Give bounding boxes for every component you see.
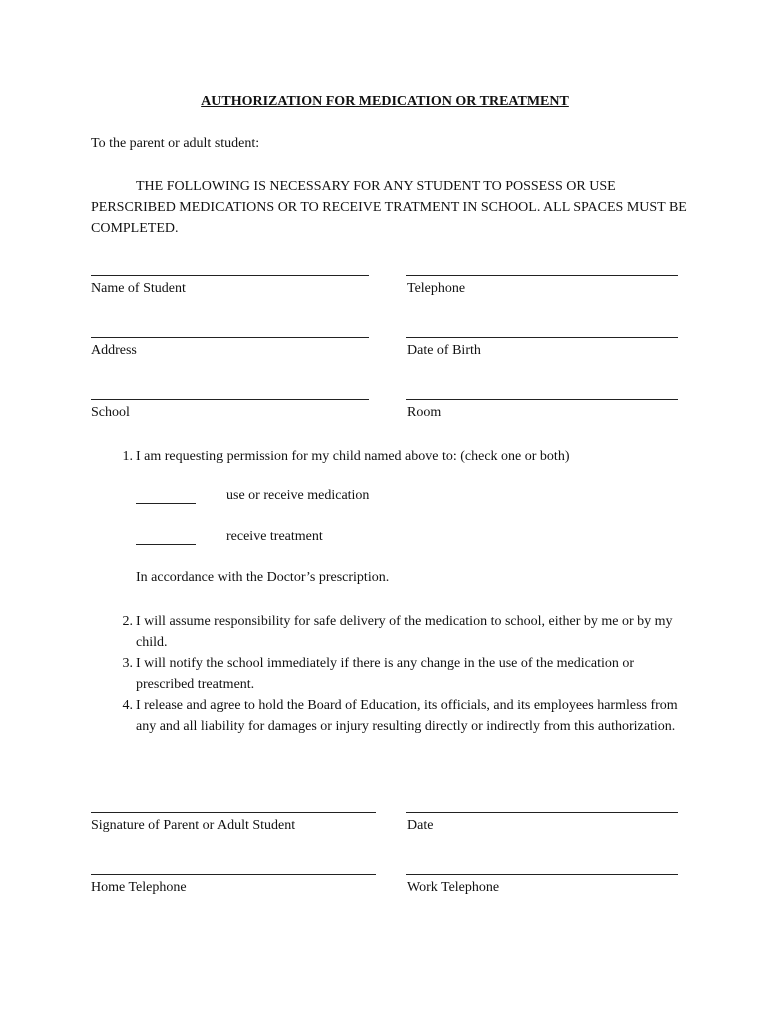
medication-option-label: use or receive medication: [226, 488, 370, 503]
list-item-text: I release and agree to hold the Board of Education, its officials, and its employees harmless from any and all liability for damages or injury resulting directly or indirectly from this authorization.: [136, 698, 678, 734]
home-telephone-label: Home Telephone: [91, 880, 187, 895]
address-line[interactable]: [91, 337, 369, 338]
intro-paragraph: THE FOLLOWING IS NECESSARY FOR ANY STUDENT TO POSSESS OR USE PERSCRIBED MEDICATIONS OR TO RECEIVE TRATMENT IN SCHOOL. ALL SPACES MUST BE COMPLETED.: [91, 179, 687, 236]
list-item-number: 2.: [122, 614, 133, 629]
list-item-text: I will notify the school immediately if there is any change in the use of the medication or prescribed treatment.: [136, 656, 635, 692]
date-of-birth-label: Date of Birth: [407, 343, 481, 358]
date-label: Date: [407, 818, 434, 833]
home-telephone-line[interactable]: [91, 874, 376, 875]
room-line[interactable]: [406, 399, 678, 400]
list-item-text: I am requesting permission for my child named above to: (check one or both): [136, 449, 570, 464]
name-of-student-label: Name of Student: [91, 281, 186, 296]
telephone-line[interactable]: [406, 275, 678, 276]
room-label: Room: [407, 405, 442, 420]
list-item-number: 4.: [122, 698, 133, 713]
treatment-option-label: receive treatment: [226, 529, 323, 544]
date-of-birth-line[interactable]: [406, 337, 678, 338]
school-label: School: [91, 405, 130, 420]
medication-check-blank[interactable]: [136, 503, 196, 504]
work-telephone-label: Work Telephone: [407, 880, 500, 895]
telephone-label: Telephone: [407, 281, 466, 296]
page-title: AUTHORIZATION FOR MEDICATION OR TREATMENT: [201, 94, 569, 109]
address-label: Address: [91, 343, 137, 358]
work-telephone-line[interactable]: [406, 874, 678, 875]
list-item-text: I will assume responsibility for safe delivery of the medication to school, either by me or by my child.: [136, 614, 673, 650]
signature-line[interactable]: [91, 812, 376, 813]
list-item-number: 3.: [122, 656, 133, 671]
school-line[interactable]: [91, 399, 369, 400]
treatment-check-blank[interactable]: [136, 544, 196, 545]
prescription-note: In accordance with the Doctor’s prescription.: [136, 570, 390, 585]
salutation: To the parent or adult student:: [91, 136, 260, 151]
signature-label: Signature of Parent or Adult Student: [91, 818, 296, 833]
name-of-student-line[interactable]: [91, 275, 369, 276]
list-item-number: 1.: [122, 449, 133, 464]
date-line[interactable]: [406, 812, 678, 813]
